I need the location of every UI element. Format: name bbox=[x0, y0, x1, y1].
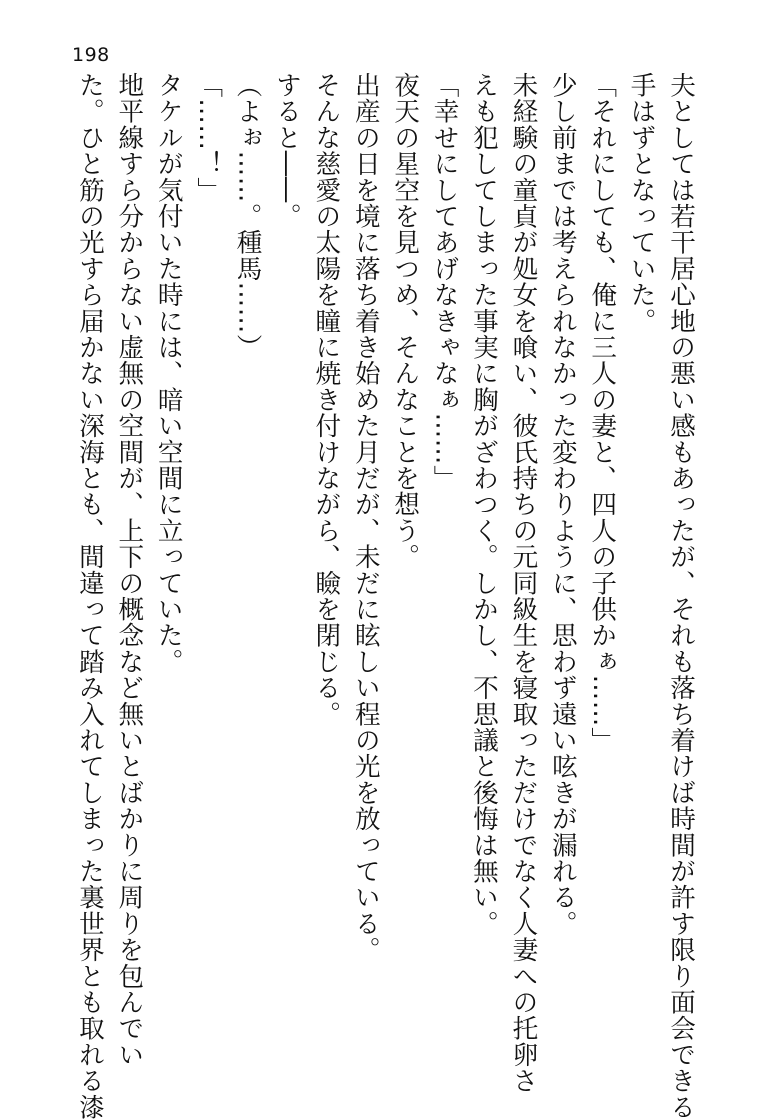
text-line: （よぉ……。種馬……） bbox=[232, 72, 263, 361]
text-line: 地平線すら分からない虚無の空間が、上下の概念など無いとばかりに周りを包んでい bbox=[114, 72, 145, 1068]
text-line: た。ひと筋の光すら届かない深海とも、間違って踏み入れてしまった裏世界とも取れる漆 bbox=[74, 72, 105, 1120]
text-line: 「それにしても、俺に三人の妻と、四人の子供かぁ……」 bbox=[587, 72, 618, 754]
text-line: えも犯してしまった事実に胸がざわつく。しかし、不思議と後悔は無い。 bbox=[468, 72, 499, 937]
text-line: 「幸せにしてあげなきゃなぁ……」 bbox=[429, 72, 460, 492]
text-line: 「……！」 bbox=[193, 72, 224, 203]
text-line: 手はずとなっていた。 bbox=[626, 72, 657, 334]
text-line: 夫としては若干居心地の悪い感もあったが、それも落ち着けば時間が許す限り面会できる bbox=[666, 72, 696, 1120]
page-number: 198 bbox=[72, 44, 110, 66]
text-line: 夜天の星空を見つめ、そんなことを想う。 bbox=[390, 72, 421, 570]
text-line: 少し前までは考えられなかった変わりように、思わず遠い呟きが漏れる。 bbox=[547, 72, 578, 937]
vertical-body-text bbox=[70, 72, 701, 1120]
text-line: タケルが気付いた時には、暗い空間に立っていた。 bbox=[153, 72, 184, 675]
text-line: そんな慈愛の太陽を瞳に焼き付けながら、瞼を閉じる。 bbox=[311, 72, 342, 727]
text-line: すると――。 bbox=[271, 72, 302, 230]
text-line: 出産の日を境に落ち着き始めた月だが、未だに眩しい程の光を放っている。 bbox=[350, 72, 381, 963]
text-line: 未経験の童貞が処女を喰い、彼氏持ちの元同級生を寝取っただけでなく人妻への托卵さ bbox=[508, 72, 539, 1094]
